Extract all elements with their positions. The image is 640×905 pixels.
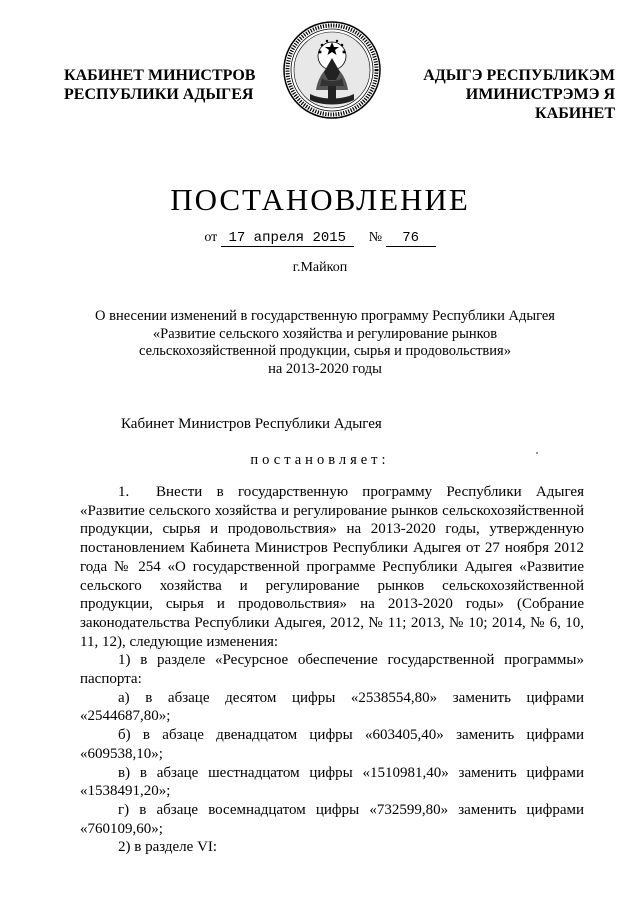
subject-heading bbox=[60, 308, 590, 378]
item-number: 1. bbox=[118, 484, 130, 500]
document-body bbox=[80, 483, 584, 857]
header-right bbox=[397, 66, 615, 123]
paragraph-b: б) в абзаце двенадцатом цифры «603405,40» заменить цифрами «609538,10»; bbox=[80, 727, 584, 762]
header-left bbox=[64, 66, 264, 104]
paragraph-g: г) в абзаце восемнадцатом цифры «732599,80» заменить цифрами «760109,60»; bbox=[80, 801, 584, 837]
paragraph-sub-2: 2) в разделе VI: bbox=[118, 839, 218, 856]
header-left-line1: КАБИНЕТ МИНИСТРОВ bbox=[64, 67, 256, 84]
number-field: 76 bbox=[386, 230, 436, 247]
number-label: № bbox=[368, 230, 383, 245]
coat-of-arms-icon bbox=[282, 20, 382, 120]
header-left-line2: РЕСПУБЛИКИ АДЫГЕЯ bbox=[64, 86, 254, 103]
city: г.Майкоп bbox=[292, 260, 348, 275]
subject-line: О внесении изменений в государственную программу Республики Адыгея bbox=[95, 308, 555, 324]
paragraph-v: в) в абзаце шестнадцатом цифры «1510981,40» заменить цифрами «1538491,20»; bbox=[80, 764, 584, 800]
date-field: 17 апреля 2015 bbox=[221, 230, 354, 247]
header-right-line1: АДЫГЭ РЕСПУБЛИКЭМ bbox=[423, 67, 615, 84]
resolves-word: постановляет: bbox=[250, 452, 390, 468]
subject-line: «Развитие сельского хозяйства и регулирование рынков bbox=[152, 325, 498, 342]
date-from-label: от bbox=[204, 230, 218, 245]
paragraph-a: а) в абзаце десятом цифры «2538554,80» заменить цифрами «2544687,80»; bbox=[80, 689, 584, 725]
item-1-text: Внести в государственную программу Республики Адыгея «Развитие сельского хозяйства и регулирование рынков сельскохозяйственной продукции, сырья и продовольствия» на 2013-2020 годы, утвержденную постановлением Кабинета Министров Республики Адыгея от 27 ноября 2012 года № 254 «О государственной программе Республики Адыгея «Развитие сельского хозяйства и регулирование рынков сельскохозяйственной продукции, сырья и продовольствия» на 2013-2020 годы» (Собрание законодательства Республики Адыгея, 2012, № 11; 2013, № 10; 2014, № 6, 10, 11, 12), следующие изменения: bbox=[80, 484, 584, 650]
cabinet-name: Кабинет Министров Республики Адыгея bbox=[121, 416, 382, 432]
date-line bbox=[0, 230, 640, 247]
document-title: ПОСТАНОВЛЕНИЕ bbox=[170, 182, 470, 217]
subject-line: сельскохозяйственной продукции, сырья и продовольствия» bbox=[139, 343, 511, 359]
subject-line: на 2013-2020 годы bbox=[268, 360, 382, 377]
paragraph-sub-1: 1) в разделе «Ресурсное обеспечение государственной программы» паспорта: bbox=[80, 652, 584, 688]
header-right-line2: ИМИНИСТРЭМЭ Я КАБИНЕТ bbox=[465, 86, 615, 122]
paragraph-item-1 bbox=[80, 483, 584, 651]
